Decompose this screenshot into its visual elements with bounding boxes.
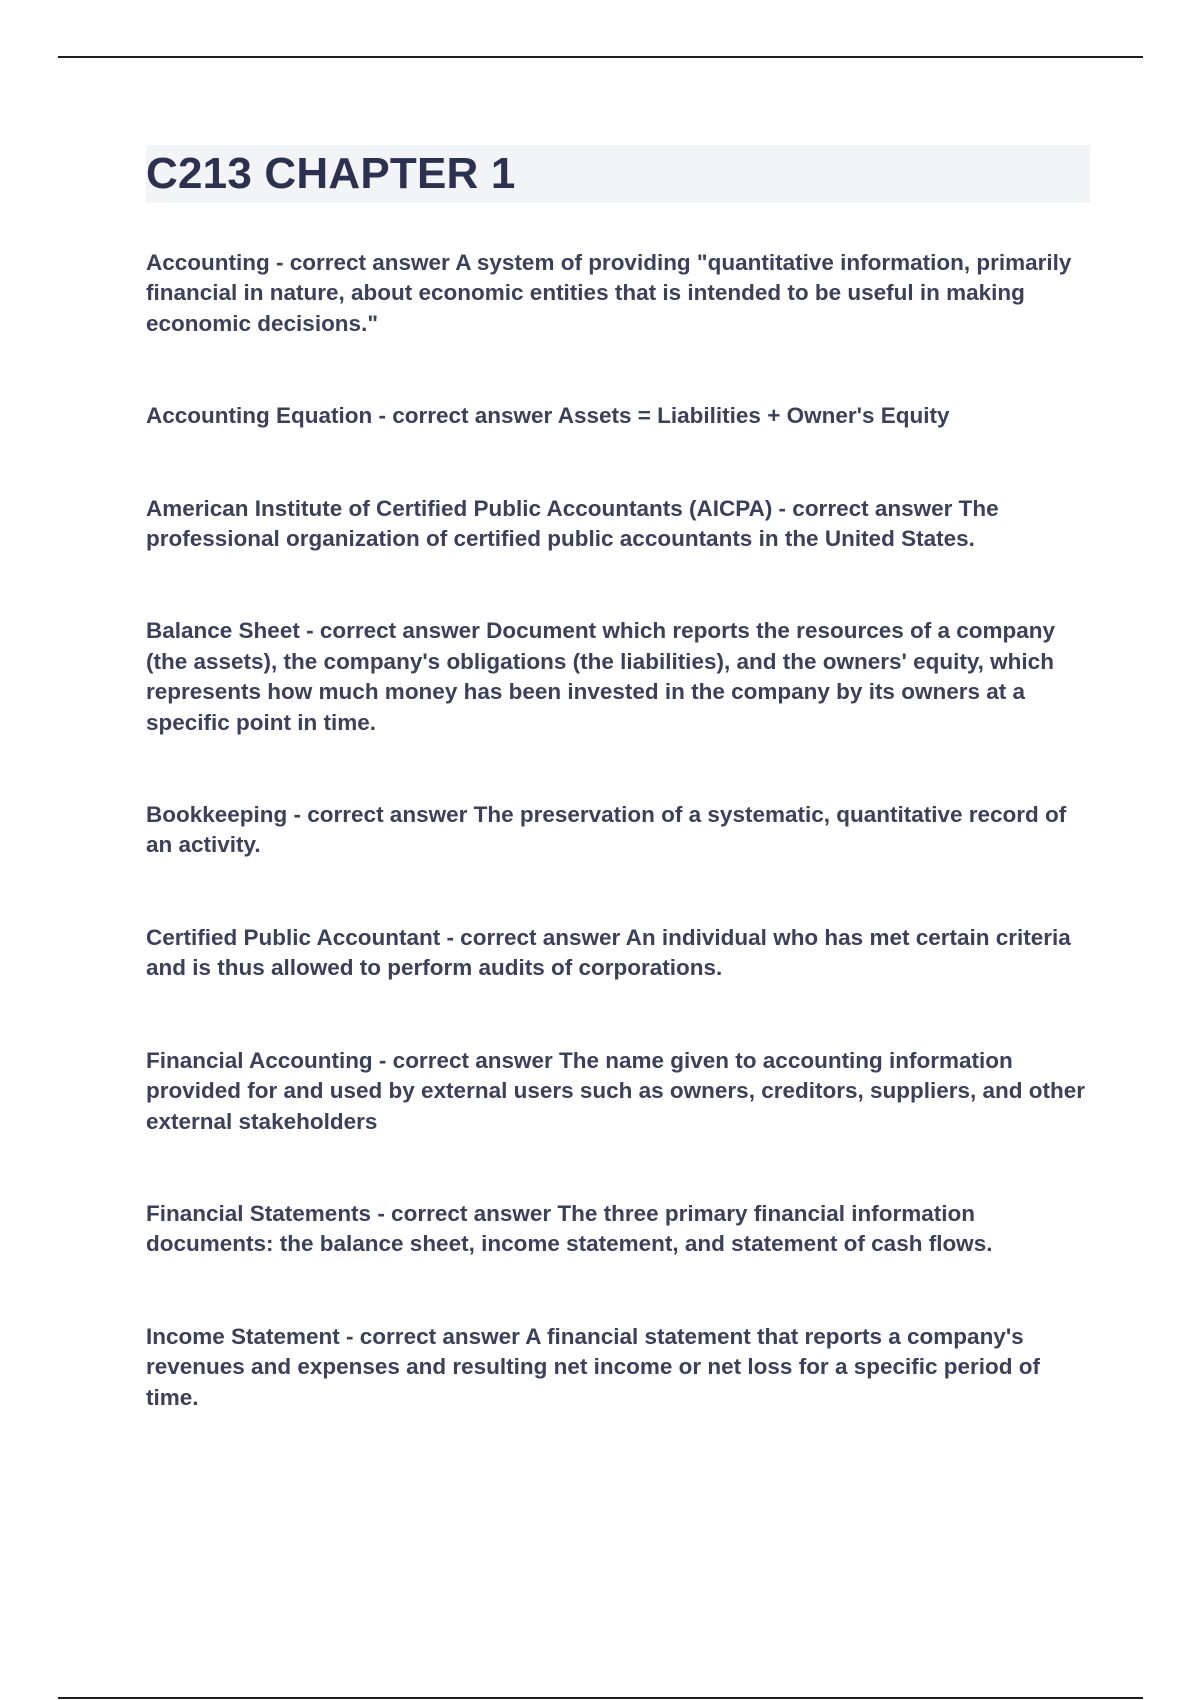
definition-entry-accounting: Accounting - correct answer A system of providing "quantitative information, primarily financial in nature, about economic entities that is intended to be useful in making economic decisions." xyxy=(146,250,1072,336)
definition-list xyxy=(146,248,1090,1413)
bottom-divider xyxy=(58,1697,1143,1699)
definition-entry-income-statement: Income Statement - correct answer A financial statement that reports a company's revenues and expenses and resulting net income or net loss for a specific period of time. xyxy=(146,1323,1040,1410)
top-divider xyxy=(58,56,1143,58)
definition-entry-financial-statements: Financial Statements - correct answer The three primary financial information documents: the balance sheet, income statement, and statement of cash flows. xyxy=(146,1200,993,1257)
definition-entry-balance-sheet: Balance Sheet - correct answer Document which reports the resources of a company (the assets), the company's obligations (the liabilities), and the owners' equity, which represents how much money has been invested in the company by its owners at a specific point in time. xyxy=(146,618,1056,735)
definition-entry-bookkeeping: Bookkeeping - correct answer The preservation of a systematic, quantitative record of an activity. xyxy=(146,802,1067,858)
definition-entry-certified-public-accountant: Certified Public Accountant - correct answer An individual who has met certain criteria and is thus allowed to perform audits of corporations. xyxy=(146,924,1071,981)
definition-entry-aicpa: American Institute of Certified Public Accountants (AICPA) - correct answer The professional organization of certified public accountants in the United States. xyxy=(146,495,999,552)
definition-entry-accounting-equation: Accounting Equation - correct answer Assets = Liabilities + Owner's Equity xyxy=(146,403,950,429)
definition-entry-financial-accounting: Financial Accounting - correct answer The name given to accounting information provided for and used by external users such as owners, creditors, suppliers, and other external stakeholders xyxy=(146,1047,1086,1134)
page-title: C213 CHAPTER 1 xyxy=(146,149,516,198)
document-body xyxy=(146,145,1090,1413)
title-band xyxy=(146,145,1090,203)
